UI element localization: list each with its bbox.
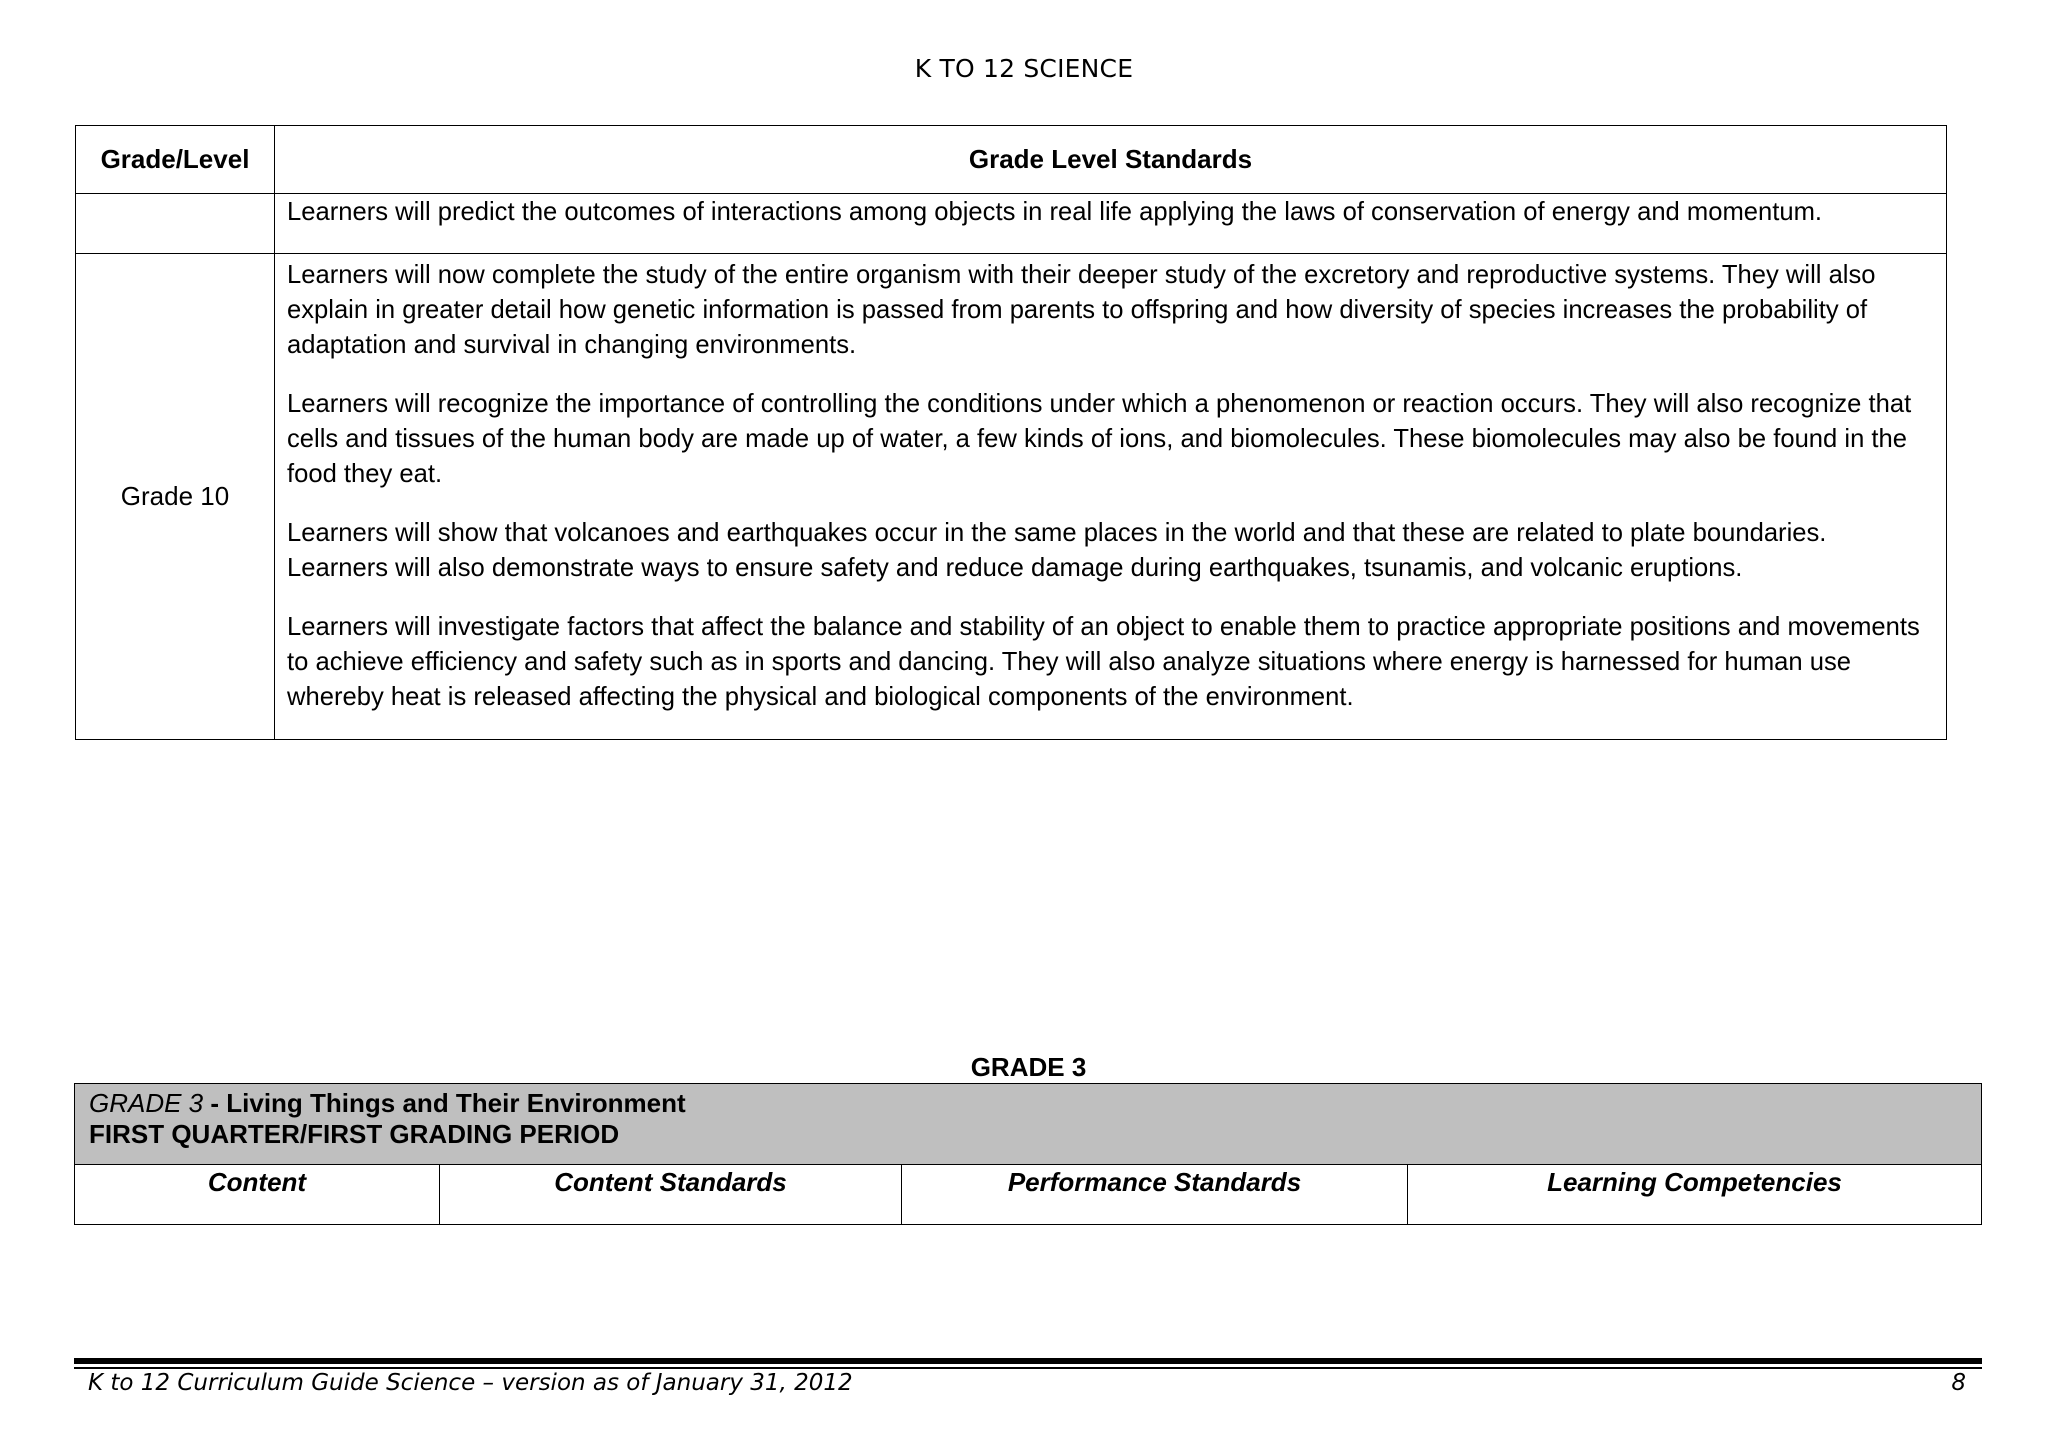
grade3-topic-line <box>89 1088 1967 1119</box>
column-header-grade-level: Grade/Level <box>76 126 275 194</box>
standards-paragraph: Learners will recognize the importance of controlling the conditions under which a phenomenon or reaction occurs. They will also recognize that cells and tissues of the human body are made up of water, a few kinds of ions, and biomolecules. These biomolecules may also be found in the food they eat. <box>287 390 1912 488</box>
page-header-title: K TO 12 SCIENCE <box>914 54 1134 83</box>
column-header-content: Content <box>75 1165 440 1225</box>
grade3-header-cell <box>75 1084 1982 1165</box>
standards-paragraph: Learners will show that volcanoes and earthquakes occur in the same places in the world and that these are related to plate boundaries. Learners will also demonstrate ways to ensure safety and reduce damage during earthquakes, tsunamis, and volcanic eruptions. <box>287 519 1827 582</box>
column-header-learning-competencies: Learning Competencies <box>1408 1165 1982 1225</box>
standards-paragraph: Learners will now complete the study of the entire organism with their deeper study of the excretory and reproductive systems. They will also explain in greater detail how genetic information is passed from parents to offspring and how diversity of species increases the probability of adaptation and survival in changing environments. <box>287 261 1876 359</box>
grade-cell <box>76 194 275 254</box>
grade3-header-row <box>75 1084 1982 1165</box>
footer-divider-thick <box>74 1358 1982 1364</box>
column-header-content-standards: Content Standards <box>440 1165 902 1225</box>
grade3-curriculum-table <box>74 1083 1982 1225</box>
grade-cell: Grade 10 <box>76 254 275 740</box>
table-row <box>76 194 1947 254</box>
standards-cell: Learners will predict the outcomes of interactions among objects in real life applying the laws of conservation of energy and momentum. <box>275 194 1947 254</box>
table-row <box>76 254 1947 740</box>
footer-page-number: 8 <box>1951 1370 1966 1396</box>
table-header-row <box>76 126 1947 194</box>
grade3-header-period: FIRST QUARTER/FIRST GRADING PERIOD <box>89 1119 620 1149</box>
grade3-header-topic: - Living Things and Their Environment <box>203 1088 686 1118</box>
standards-cell <box>275 254 1947 740</box>
footer-document-title: K to 12 Curriculum Guide Science – version as of January 31, 2012 <box>88 1370 853 1396</box>
grade3-header-grade: GRADE 3 <box>89 1088 204 1118</box>
grade-level-standards-table <box>75 125 1947 740</box>
grade3-section-title: GRADE 3 <box>970 1052 1087 1082</box>
column-header-performance-standards: Performance Standards <box>902 1165 1408 1225</box>
column-header-grade-level-standards: Grade Level Standards <box>275 126 1947 194</box>
grade3-column-header-row <box>75 1165 1982 1225</box>
footer-divider-thin <box>74 1367 1982 1369</box>
standards-paragraph: Learners will investigate factors that affect the balance and stability of an object to enable them to practice appropriate positions and movements to achieve efficiency and safety such as in sports and dancing. They will also analyze situations where energy is harnessed for human use whereby heat is released affecting the physical and biological components of the environment. <box>287 613 1920 711</box>
